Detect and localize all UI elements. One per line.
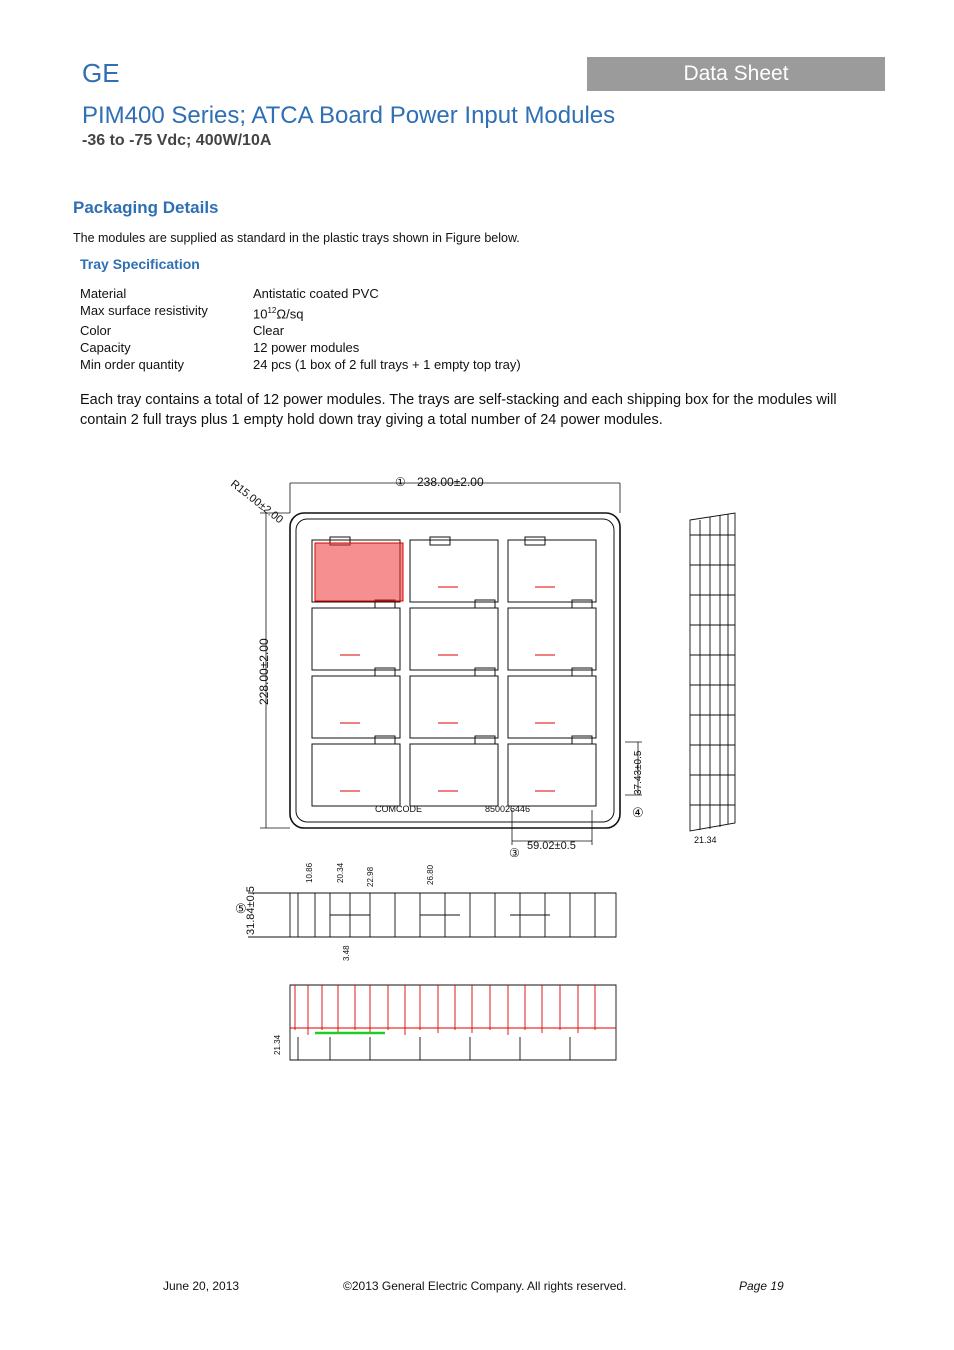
dim-stack: 21.34 <box>273 1034 282 1055</box>
dim-pitch-y: 37.43±0.5 <box>633 750 644 795</box>
dim-pitch-x: 59.02±0.5 <box>527 840 576 852</box>
section-intro: The modules are supplied as standard in the plastic trays shown in Figure below. <box>73 231 520 245</box>
spec-label: Material <box>80 286 127 301</box>
ge-logo: GE <box>82 58 120 88</box>
dim-c: 22.98 <box>366 866 375 887</box>
dim-height: 228.00±2.00 <box>257 638 271 705</box>
spec-value-unit: Ω/sq <box>276 306 304 322</box>
spec-row <box>80 302 521 322</box>
tray-front-view <box>248 893 616 937</box>
footer-copyright: ©2013 General Electric Company. All rights reserved. <box>343 1279 627 1293</box>
dim-b: 20.34 <box>336 862 345 883</box>
spec-row <box>80 356 521 373</box>
dim-depth: 31.84±0.5 <box>245 886 257 935</box>
tray-stacked-view <box>290 985 616 1060</box>
callout-1: ① <box>395 475 406 489</box>
section-heading: Packaging Details <box>73 198 219 217</box>
subsection-heading: Tray Specification <box>80 256 200 272</box>
footer-page-number: Page 19 <box>739 1279 784 1293</box>
spec-value: Clear <box>253 323 285 339</box>
dim-e: 3.48 <box>342 945 351 961</box>
page-subtitle: -36 to -75 Vdc; 400W/10A <box>82 132 272 149</box>
tray-drawing <box>220 465 760 1075</box>
spec-row <box>80 339 521 356</box>
module-outlines-red <box>315 543 555 791</box>
footer-date: June 20, 2013 <box>163 1279 240 1293</box>
spec-row <box>80 285 521 302</box>
dim-a: 10.86 <box>305 862 314 883</box>
spec-value: 24 pcs (1 box of 2 full trays + 1 empty top tray) <box>253 357 521 373</box>
callout-3: ③ <box>509 846 520 860</box>
spec-value <box>253 302 303 322</box>
body-paragraph: Each tray contains a total of 12 power modules. The trays are self-stacking and each shipping box for the modules will contain 2 full trays plus 1 empty hold down tray giving a total number of 24 power modules. <box>80 392 837 428</box>
label-comcode: COMCODE <box>375 804 422 814</box>
spec-label: Capacity <box>80 340 131 356</box>
spec-table <box>80 285 521 373</box>
dim-width: 238.00±2.00 <box>417 475 484 489</box>
callout-5: ⑤ <box>235 901 247 916</box>
spec-value: Antistatic coated PVC <box>253 286 379 301</box>
page-title: PIM400 Series; ATCA Board Power Input Modules <box>82 102 616 129</box>
callout-4: ④ <box>632 805 644 820</box>
tray-side-view-right <box>690 513 735 831</box>
spec-row <box>80 322 521 339</box>
spec-value: 12 power modules <box>253 340 360 356</box>
spec-value-exponent: 12 <box>267 306 277 315</box>
dim-radius: R15.00±2.00 <box>228 477 286 527</box>
dim-side: 21.34 <box>694 835 717 845</box>
spec-label: Min order quantity <box>80 357 185 373</box>
label-code: 850026446 <box>485 804 531 814</box>
spec-value-base: 10 <box>253 306 268 322</box>
spec-label: Max surface resistivity <box>80 303 208 318</box>
dim-d: 26.80 <box>426 864 435 885</box>
data-sheet-badge: Data Sheet <box>587 57 885 91</box>
spec-label: Color <box>80 323 112 339</box>
